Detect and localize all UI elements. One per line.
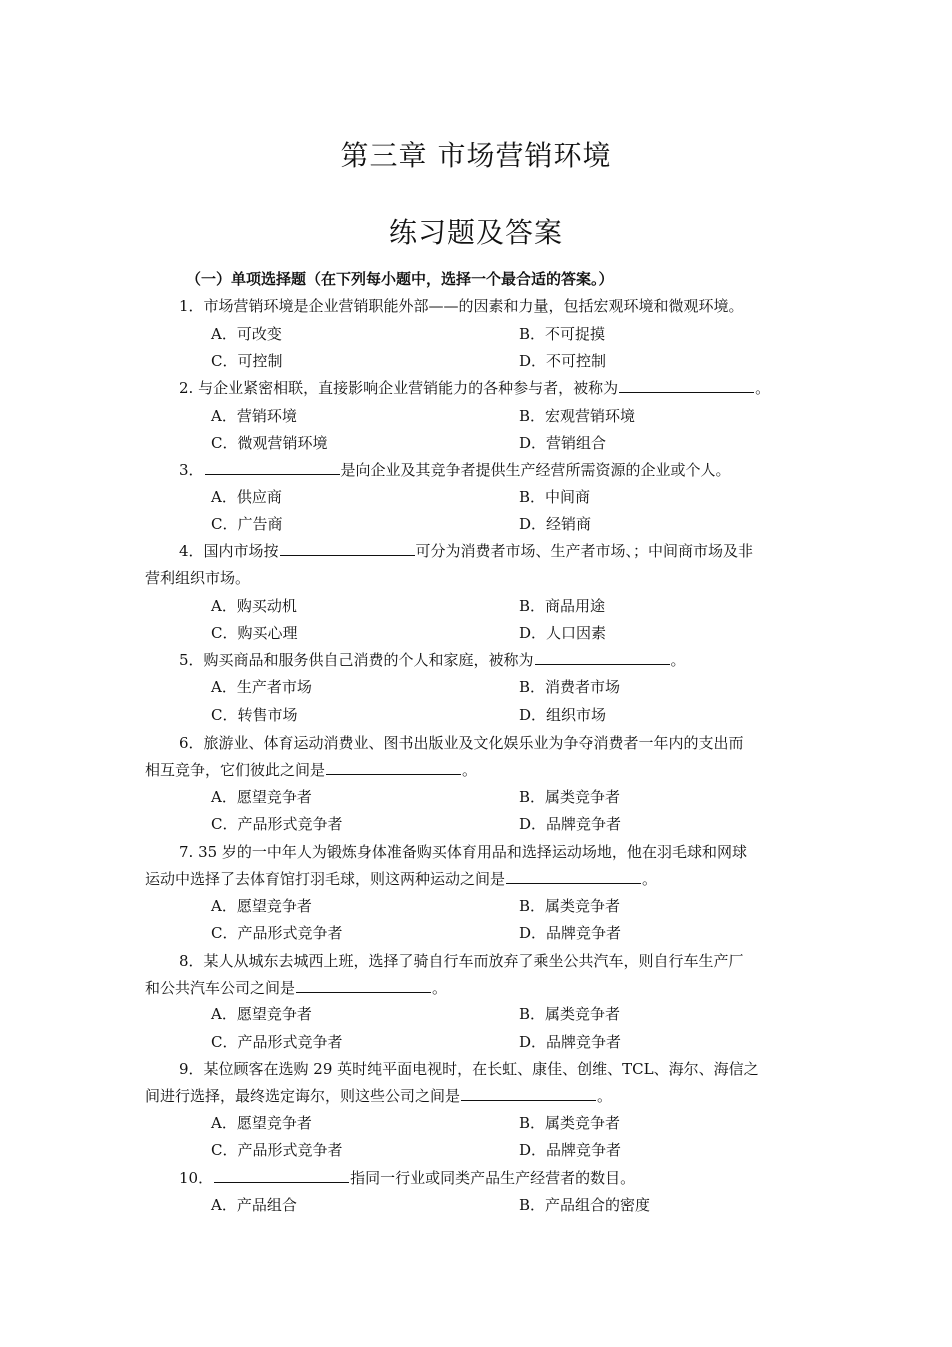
page-subtitle: 练习题及答案 [388,216,563,249]
option: D．品牌竞争者 [519,1033,622,1051]
option: D．人口因素 [519,624,607,642]
answer-blank [619,378,754,393]
option: C．产品形式竞争者 [211,1141,343,1159]
question-text: 相互竞争，它们彼此之间是 [145,761,326,779]
question-6-cont [145,760,477,780]
option: B．消费者市场 [519,678,621,696]
question-9: 9．某位顾客在选购 29 英时纯平面电视时，在长虹、康佳、创维、TCL、海尔、海信之 [179,1060,759,1078]
option: A．产品组合 [211,1196,297,1214]
option: C．可控制 [211,352,283,370]
question-text-end: 。 [642,870,658,888]
option: A．生产者市场 [211,678,312,696]
question-4-cont: 营利组织市场。 [145,569,251,587]
question-text: 3． [179,461,204,479]
option: C．产品形式竞争者 [211,1033,343,1051]
option: A．购买动机 [211,597,297,615]
question-text: 间进行选择，最终选定诲尔，则这些公司之间是 [145,1087,461,1105]
option: B．中间商 [519,488,591,506]
answer-blank [205,460,340,475]
chapter-title: 第三章 市场营销环境 [340,139,612,172]
answer-blank [326,760,461,775]
question-text-end: 指同一行业或同类产品生产经营者的数目。 [350,1169,636,1187]
answer-blank [214,1168,349,1183]
option: B．商品用途 [519,597,606,615]
option: A．愿望竞争者 [211,897,312,915]
option: D．营销组合 [519,434,607,452]
question-8: 8．某人从城东去城西上班，选择了骑自行车而放弃了乘坐公共汽车，则自行车生产厂 [179,952,744,970]
option: C．产品形式竞争者 [211,924,343,942]
question-text-end: 。 [432,979,448,997]
question-9-cont [145,1086,612,1106]
question-1: 1．市场营销环境是企业营销职能外部——的因素和力量，包括宏观环境和微观环境。 [179,297,744,315]
option: B．属类竞争者 [519,1005,621,1023]
option: C．转售市场 [211,706,298,724]
answer-blank [506,869,641,884]
option: C．广告商 [211,515,283,533]
option: A．愿望竞争者 [211,1114,312,1132]
question-text-end: 是向企业及其竞争者提供生产经营所需资源的企业或个人。 [340,461,731,479]
question-text-end: 可分为消费者市场、生产者市场、；中间商市场及非 [415,542,754,560]
option: B．属类竞争者 [519,1114,621,1132]
option: C．购买心理 [211,624,298,642]
option: B．属类竞争者 [519,897,621,915]
question-2 [179,378,770,398]
question-text: 运动中选择了去体育馆打羽毛球，则这两种运动之间是 [145,870,506,888]
question-6: 6．旅游业、体育运动消费业、图书出版业及文化娱乐业为争夺消费者一年内的支出而 [179,734,744,752]
option: B．产品组合的密度 [519,1196,651,1214]
option: D．经销商 [519,515,592,533]
question-text-end: 。 [462,761,478,779]
answer-blank [280,541,415,556]
answer-blank [296,978,431,993]
option: D．品牌竞争者 [519,924,622,942]
option: C．产品形式竞争者 [211,815,343,833]
question-text: 2. 与企业紧密相联，直接影响企业营销能力的各种参与者，被称为 [179,379,619,397]
answer-blank [535,650,670,665]
question-7-cont [145,869,657,889]
question-5 [179,650,686,670]
question-text-end: 。 [670,651,686,669]
option: B．宏观营销环境 [519,407,636,425]
question-3 [179,460,731,480]
question-text-end: 。 [755,379,771,397]
option: C．微观营销环境 [211,434,328,452]
question-text: 4．国内市场按 [179,542,279,560]
question-4 [179,541,753,561]
option: A．愿望竞争者 [211,1005,312,1023]
question-10 [179,1168,635,1188]
question-text-end: 。 [597,1087,613,1105]
question-8-cont [145,978,447,998]
option: A．营销环境 [211,407,297,425]
option: A．愿望竞争者 [211,788,312,806]
option: A．可改变 [211,325,282,343]
question-text: 5．购买商品和服务供自己消费的个人和家庭，被称为 [179,651,534,669]
answer-blank [461,1086,596,1101]
option: B．属类竞争者 [519,788,621,806]
option: A．供应商 [211,488,282,506]
question-text: 和公共汽车公司之间是 [145,979,296,997]
question-7: 7. 35 岁的一中年人为锻炼身体准备购买体育用品和选择运动场地，他在羽毛球和网球 [179,843,747,861]
option: D．品牌竞争者 [519,815,622,833]
question-text: 10． [179,1169,214,1187]
option: D．不可控制 [519,352,607,370]
option: D．品牌竞争者 [519,1141,622,1159]
section-heading: （一）单项选择题（在下列每小题中，选择一个最合适的答案。） [186,270,614,288]
option: B．不可捉摸 [519,325,606,343]
option: D．组织市场 [519,706,607,724]
